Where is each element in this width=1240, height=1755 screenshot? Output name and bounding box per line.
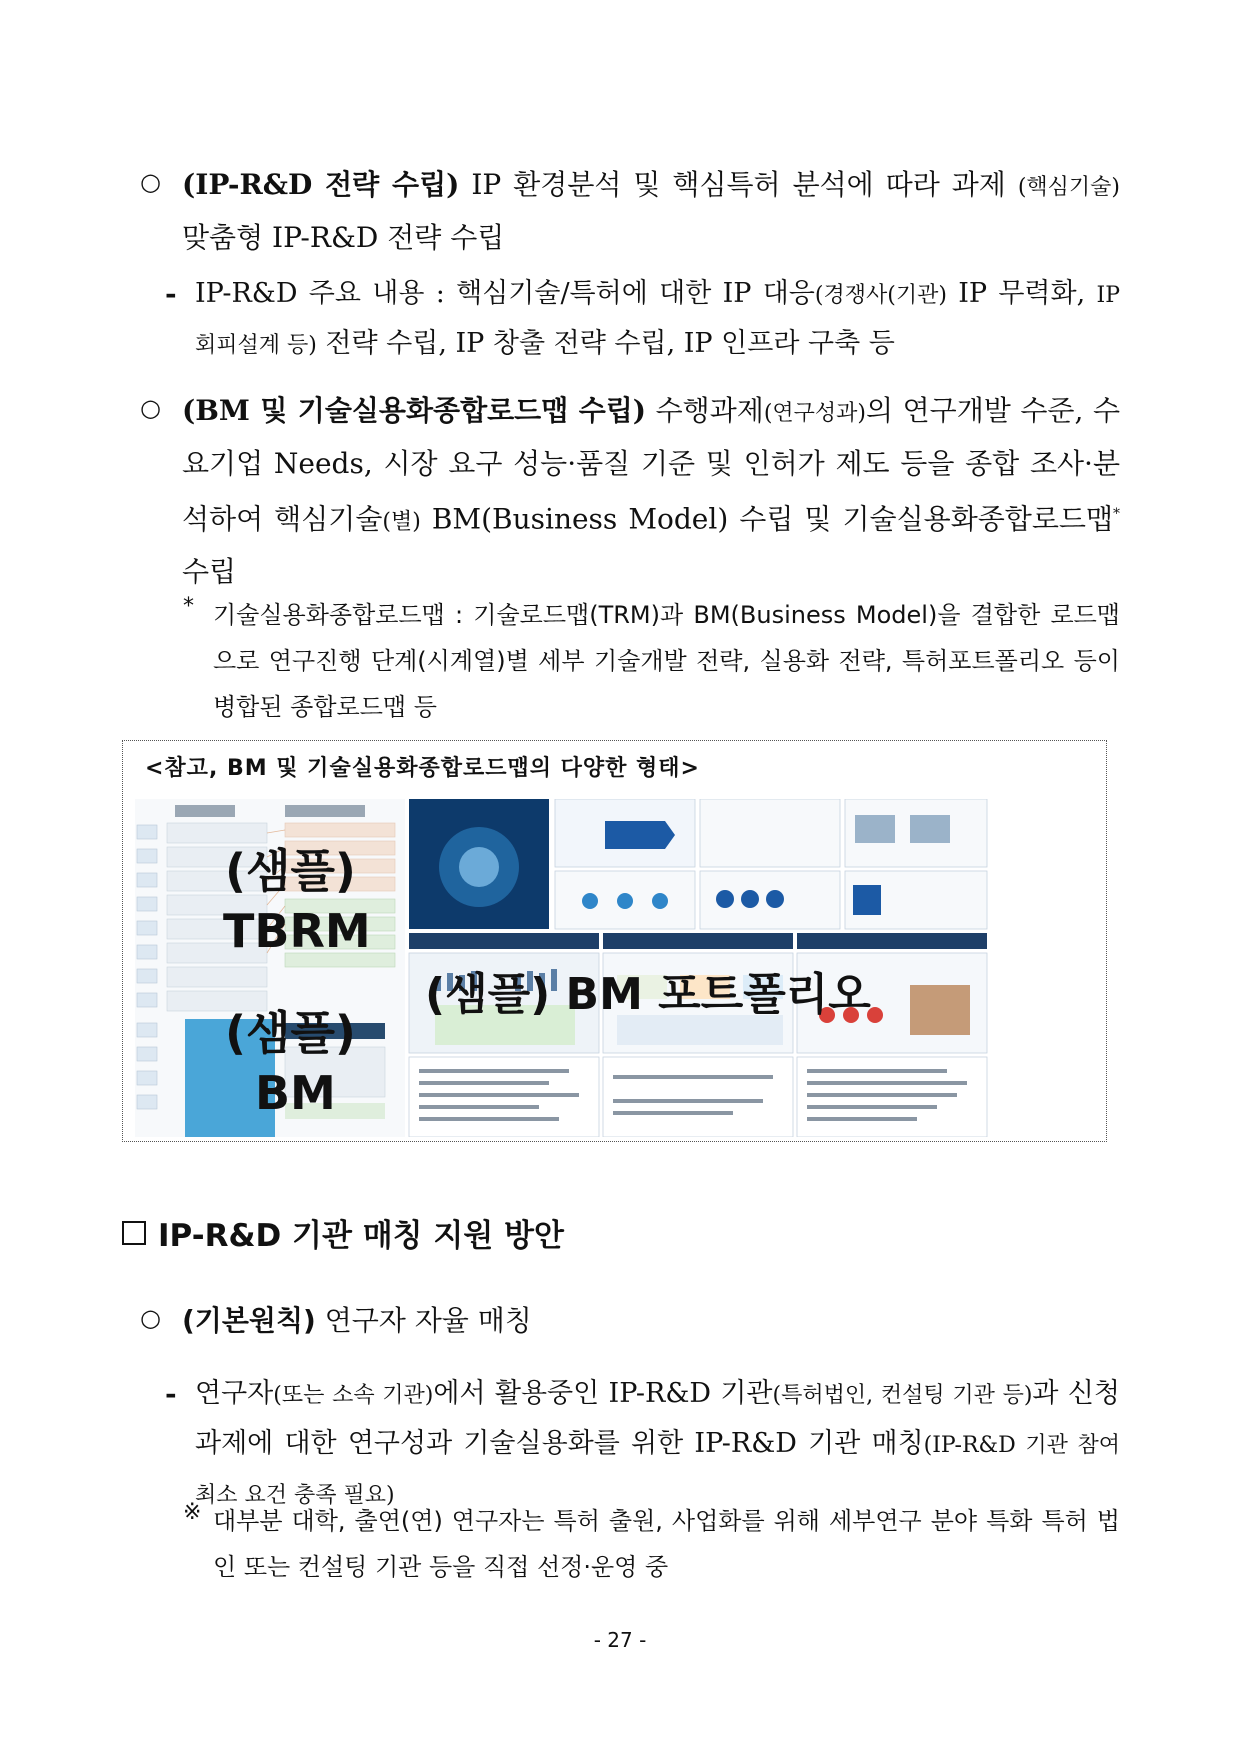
sub-p3: 과 신청과제에 대한 연구성과 기술실용화를 위한 IP-R&D 기관 매칭 [195,1378,1120,1459]
asterisk-mark: * [183,594,194,619]
sub-small1: (또는 소속 기관) [273,1383,434,1408]
sample-label-bm-portfolio: (샘플) BM 포트폴리오 [425,969,871,1020]
bullet-small: (핵심기술) [1017,175,1121,200]
dash-mark: - [165,1377,177,1410]
note-text: 대부분 대학, 출연(연) 연구자는 특허 출원, 사업화를 위해 세부연구 분야 특화 특허 법인 또는 컨설팅 기관 등을 직접 선정·운영 중 [213,1507,1120,1581]
bullet-basic-principle [140,1296,1120,1346]
bullet-heading: (IP-R&D 전략 수립) [182,168,460,201]
sub-p3: 전략 수립, IP 창출 전략 수립, IP 인프라 구축 등 [316,328,895,359]
section-title: IP-R&D 기관 매칭 지원 방안 [158,1218,564,1254]
bullet-body: IP 환경분석 및 핵심특허 분석에 따라 과제 [459,168,1018,201]
sub-small2: (특허법인, 컨설팅 기관 등) [772,1383,1033,1408]
footnote-ref: * [1113,506,1120,522]
sub-item-text [195,270,1120,370]
sample-label-tbrm-1: (샘플) [225,844,356,898]
dash-mark: - [165,277,177,310]
page-number: - 27 - [593,1628,647,1652]
bullet-mark: ○ [140,394,161,422]
sub-small1: (경쟁사(기관) [814,283,947,308]
bullet-mark: ○ [140,1304,161,1332]
sample-collage-image [135,799,1093,1137]
bullet-bm-roadmap [140,386,1120,597]
bullet-small1: (연구성과) [763,401,866,426]
bullet-mark: ○ [140,168,161,196]
sample-label-bm-2: BM [255,1066,336,1120]
bullet-t2: 의 연구개발 수준, 수요기업 Needs, 시장 요구 성능·품질 기준 및 인허가 제도 등을 종합 조사·분석하여 핵심기술 [182,394,1120,536]
bullet-heading: (BM 및 기술실용화종합로드맵 수립) [182,394,647,427]
bullet-body: 연구자 자율 매칭 [315,1304,532,1337]
bullet-text [182,1296,1120,1346]
bm-portfolio-sample-panels [409,799,987,1137]
bullet-small2: (별) [382,509,421,535]
sample-label-tbrm-2: TBRM [223,904,371,958]
square-box-icon [122,1221,146,1245]
sub-p1: IP-R&D 주요 내용 : 핵심기술/특허에 대한 IP 대응 [195,278,815,309]
bullet-t4: 수립 [182,555,237,589]
sub-p2: IP 무력화, [946,278,1097,309]
sub-p1: 연구자 [195,1378,274,1409]
bullet-t1: 수행과제 [646,394,764,427]
sub-small3: (IP-R&D 기관 참여 최소 요건 충족 필요) [195,1433,1120,1508]
sub-p2: 에서 활용중인 IP-R&D 기관 [433,1378,773,1409]
footnote-text: 기술실용화종합로드맵 : 기술로드맵(TRM)과 BM(Business Model)을 결합한 로드맵으로 연구진행 단계(시계열)별 세부 기술개발 전략, 실용화 전략, 특허포트폴리오 등이 병합된 종합로드맵 등 [213,601,1120,721]
reference-title: <참고, BM 및 기술실용화종합로드맵의 다양한 형태> [145,756,700,781]
bullet-t3: BM(Business Model) 수립 및 기술실용화종합로드맵 [420,502,1113,536]
sub-item-ip-rd-content [165,270,1120,370]
reference-figure-box [122,740,1107,1142]
sample-label-bm-1: (샘플) [225,1006,356,1060]
section-heading [122,1210,564,1255]
bullet-ip-rd-strategy [140,160,1120,263]
bullet-rest: 맞춤형 IP-R&D 전략 수립 [182,221,505,254]
bullet-text [182,160,1120,263]
note-university-practice [183,1498,1120,1590]
footnote-roadmap-definition [183,592,1120,730]
reference-mark: ※ [183,1500,202,1525]
sub-small2: IP 회피설계 등) [195,283,1120,358]
bullet-text [182,386,1120,597]
bullet-heading: (기본원칙) [182,1304,316,1337]
